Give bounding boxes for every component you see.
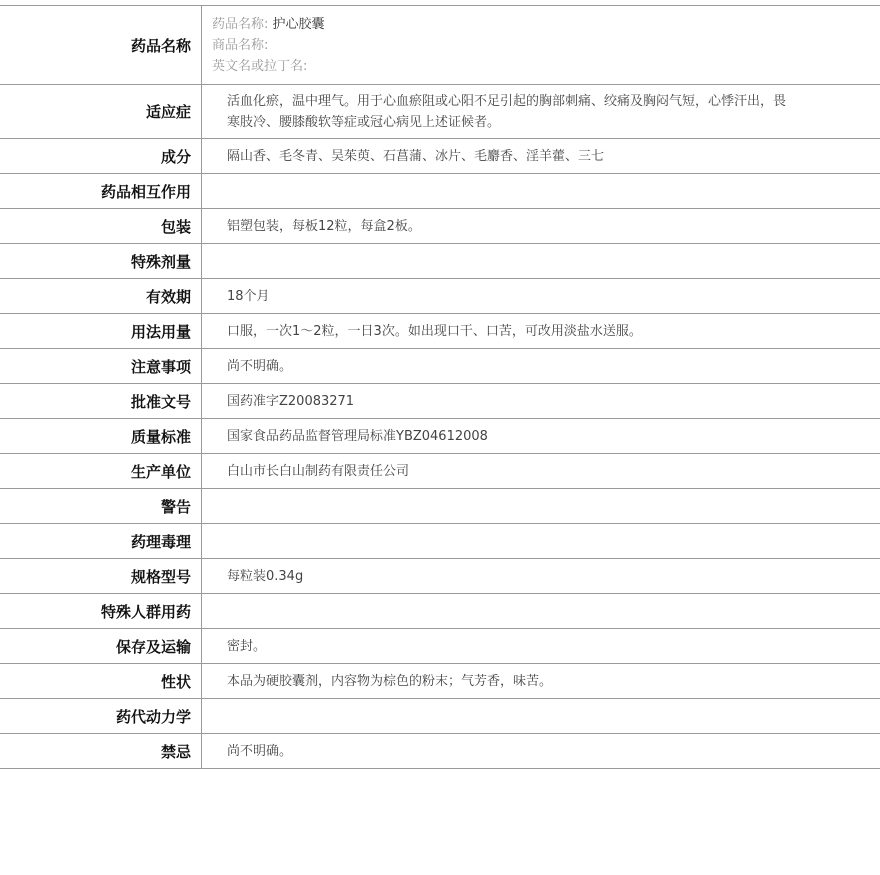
row-value: 铝塑包装，每板12粒，每盒2板。 <box>202 209 880 244</box>
row-pharmacokinetics <box>0 699 880 734</box>
row-label: 警告 <box>0 489 202 524</box>
drug-spec-table <box>0 5 880 769</box>
row-value <box>202 594 880 629</box>
row-interactions <box>0 174 880 209</box>
row-label: 成分 <box>0 139 202 174</box>
trade-name-line <box>212 35 879 56</box>
row-value: 每粒装0.34g <box>202 559 880 594</box>
row-label: 注意事项 <box>0 349 202 384</box>
row-label: 性状 <box>0 664 202 699</box>
row-packaging <box>0 209 880 244</box>
row-label: 药品相互作用 <box>0 174 202 209</box>
english-name-line <box>212 56 879 77</box>
row-value: 国药准字Z20083271 <box>202 384 880 419</box>
row-value: 白山市长白山制药有限责任公司 <box>202 454 880 489</box>
row-label: 保存及运输 <box>0 629 202 664</box>
drug-spec-sheet <box>0 5 880 769</box>
row-warning <box>0 489 880 524</box>
row-specification <box>0 559 880 594</box>
row-value: 18个月 <box>202 279 880 314</box>
generic-name-line <box>212 14 879 35</box>
row-indication <box>0 85 880 139</box>
row-value <box>202 524 880 559</box>
row-label: 包装 <box>0 209 202 244</box>
generic-name-label: 药品名称: <box>212 17 268 32</box>
row-value <box>202 244 880 279</box>
row-precautions <box>0 349 880 384</box>
row-storage-transport <box>0 629 880 664</box>
row-label: 药代动力学 <box>0 699 202 734</box>
row-approval-number <box>0 384 880 419</box>
row-label: 禁忌 <box>0 734 202 769</box>
row-value: 尚不明确。 <box>202 734 880 769</box>
drug-name-cell <box>202 6 880 85</box>
english-name-label: 英文名或拉丁名: <box>212 59 307 74</box>
row-label: 规格型号 <box>0 559 202 594</box>
row-ingredients <box>0 139 880 174</box>
row-label: 有效期 <box>0 279 202 314</box>
row-validity <box>0 279 880 314</box>
row-special-populations <box>0 594 880 629</box>
row-label: 特殊剂量 <box>0 244 202 279</box>
trade-name-label: 商品名称: <box>212 38 268 53</box>
row-value: 口服，一次1～2粒，一日3次。如出现口干、口苦，可改用淡盐水送服。 <box>202 314 880 349</box>
row-value: 隔山香、毛冬青、吴茱萸、石菖蒲、冰片、毛麝香、淫羊藿、三七 <box>202 139 880 174</box>
row-pharmacology-toxicology <box>0 524 880 559</box>
row-drug-name <box>0 6 880 85</box>
row-value: 尚不明确。 <box>202 349 880 384</box>
row-manufacturer <box>0 454 880 489</box>
row-description <box>0 664 880 699</box>
row-contraindications <box>0 734 880 769</box>
row-usage-dosage <box>0 314 880 349</box>
row-value <box>202 489 880 524</box>
row-label: 适应症 <box>0 85 202 139</box>
row-label: 药理毒理 <box>0 524 202 559</box>
generic-name-value: 护心胶囊 <box>273 17 325 32</box>
row-label: 用法用量 <box>0 314 202 349</box>
row-value: 本品为硬胶囊剂，内容物为棕色的粉末；气芳香，味苦。 <box>202 664 880 699</box>
row-value <box>202 174 880 209</box>
row-value: 活血化瘀，温中理气。用于心血瘀阻或心阳不足引起的胸部刺痛、绞痛及胸闷气短，心悸汗出，畏寒肢冷、腰膝酸软等症或冠心病见上述证候者。 <box>202 85 880 139</box>
row-label: 质量标准 <box>0 419 202 454</box>
row-special-dosage <box>0 244 880 279</box>
row-label: 特殊人群用药 <box>0 594 202 629</box>
row-label: 批准文号 <box>0 384 202 419</box>
row-value <box>202 699 880 734</box>
row-label: 药品名称 <box>0 6 202 85</box>
row-quality-standard <box>0 419 880 454</box>
row-label: 生产单位 <box>0 454 202 489</box>
row-value: 国家食品药品监督管理局标准YBZ04612008 <box>202 419 880 454</box>
row-value: 密封。 <box>202 629 880 664</box>
